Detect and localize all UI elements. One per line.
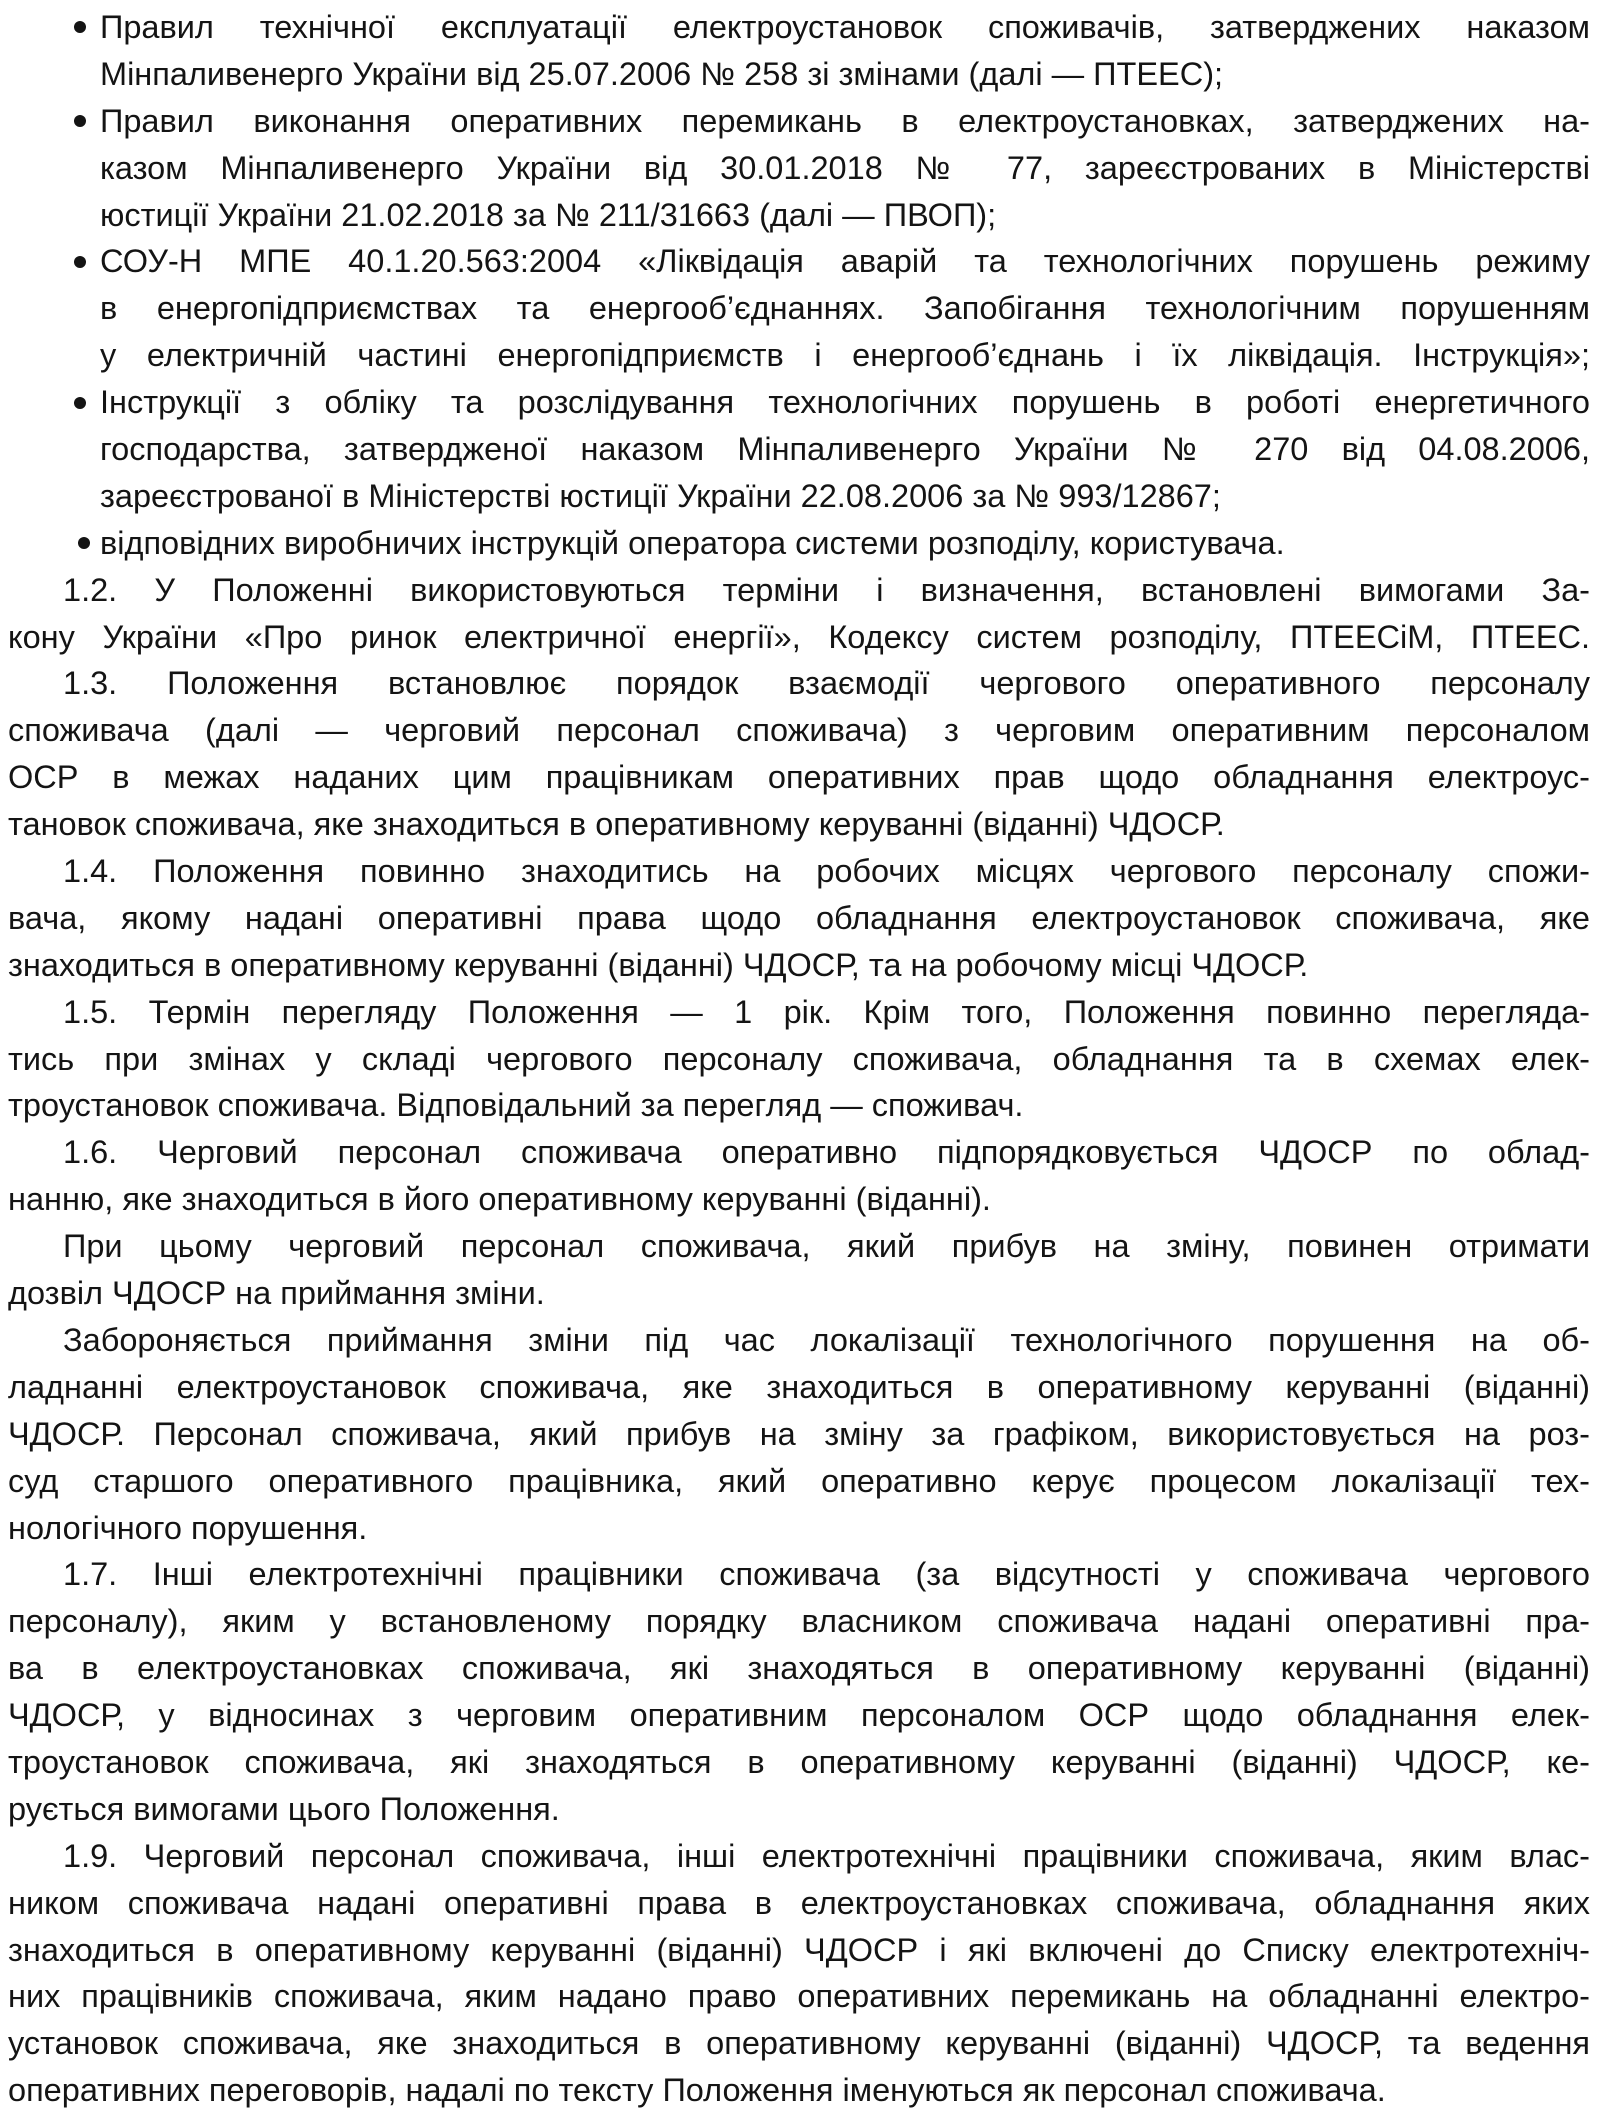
paragraph-line: ником споживача надані оперативні права в електроустановках споживача, обладнання яких (8, 1884, 1590, 1921)
paragraph-shift-prohibition (8, 1317, 1590, 1551)
paragraph-line: 1.4. Положення повинно знаходитись на робочих місцях чергового персоналу спожи- (63, 853, 1590, 890)
list-item-text: юстиції України 21.02.2018 за № 211/31663 (далі — ПВОП); (100, 196, 997, 233)
paragraph-line: установок споживача, яке знаходиться в оперативному керуванні (віданні) ЧДОСР, та ведення (8, 2025, 1590, 2062)
bullet-list (8, 4, 1590, 567)
list-item (8, 238, 1590, 379)
list-item-text: зареєстрованої в Міністерстві юстиції України 22.08.2006 за № 993/12867; (100, 477, 1221, 514)
paragraph-shift-acceptance (8, 1223, 1590, 1317)
bullet-icon (74, 520, 94, 567)
paragraph-line: 1.5. Термін перегляду Положення — 1 рік. Крім того, Положення повинно переглядa- (63, 993, 1590, 1030)
paragraph-line: вача, якому надані оперативні права щодо обладнання електроустановок споживача, яке (8, 899, 1590, 936)
paragraph-line: троустановок споживача. Відповідальний за перегляд — споживач. (8, 1087, 1024, 1124)
list-item-text: господарства, затвердженої наказом Мінпаливенерго України № 270 від 04.08.2006, (100, 431, 1590, 468)
list-item (8, 520, 1590, 567)
bullet-icon (74, 238, 94, 285)
paragraph-line: Забороняється приймання зміни під час локалізації технологічного порушення на об- (63, 1321, 1590, 1358)
bullet-icon (74, 4, 94, 51)
paragraph-line: знаходиться в оперативному керуванні (віданні) ЧДОСР, та на робочому місці ЧДОСР. (8, 946, 1309, 983)
paragraph-line: нологічного порушення. (8, 1509, 368, 1546)
paragraph-line: ОСР в межах наданих цим працівникам оперативних прав щодо обладнання електроус- (8, 759, 1590, 796)
paragraph-line: них працівників споживача, яким надано право оперативних перемикань на обладнанні електро- (8, 1978, 1590, 2015)
list-item-text: Інструкції з обліку та розслідування технологічних порушень в роботі енергетичного (100, 384, 1590, 421)
bullet-icon (74, 379, 94, 426)
paragraph-line: При цьому черговий персонал споживача, який прибув на зміну, повинен отримати (63, 1228, 1590, 1265)
list-item (8, 4, 1590, 98)
paragraph-1-6 (8, 1129, 1590, 1223)
paragraph-1-5 (8, 989, 1590, 1130)
paragraph-line: суд старшого оперативного працівника, який оперативно керує процесом локалізації тех- (8, 1462, 1590, 1499)
paragraph-line: троустановок споживача, які знаходяться в оперативному керуванні (віданні) ЧДОСР, ке- (8, 1743, 1590, 1780)
paragraph-line: 1.9. Черговий персонал споживача, інші електротехнічні працівники споживача, яким влас- (63, 1837, 1590, 1874)
list-item-text: Правил технічної експлуатації електроустановок споживачів, затверджених наказом (100, 9, 1590, 45)
paragraph-line: персоналу), яким у встановленому порядку власником споживача надані оперативні пра- (8, 1603, 1590, 1640)
paragraph-1-3 (8, 660, 1590, 848)
list-item-text: в енергопідприємствах та енергооб’єднаннях. Запобігання технологічним порушенням (100, 290, 1590, 327)
paragraph-line: тановок споживача, яке знаходиться в оперативному керуванні (віданні) ЧДОСР. (8, 806, 1225, 843)
paragraph-line: знаходиться в оперативному керуванні (віданні) ЧДОСР і які включені до Списку електротехніч- (8, 1931, 1590, 1968)
paragraph-line: дозвіл ЧДОСР на приймання зміни. (8, 1275, 545, 1312)
paragraph-1-4 (8, 848, 1590, 989)
paragraph-line: 1.7. Інші електротехнічні працівники споживача (за відсутності у споживача чергового (63, 1556, 1590, 1593)
list-item-text: СОУ-Н МПЕ 40.1.20.563:2004 «Ліквідація аварій та технологічних порушень режиму (100, 243, 1590, 280)
paragraph-line: 1.2. У Положенні використовуються терміни і визначення, встановлені вимогами За- (63, 571, 1590, 608)
paragraph-1-7 (8, 1551, 1590, 1832)
paragraph-line: нанню, яке знаходиться в його оперативному керуванні (віданні). (8, 1181, 991, 1218)
list-item (8, 98, 1590, 239)
paragraph-line: 1.3. Положення встановлює порядок взаємодії чергового оперативного персоналу (63, 665, 1590, 702)
list-item-text: відповідних виробничих інструкцій оператора системи розподілу, користувача. (100, 524, 1285, 561)
paragraph-line: ва в електроустановках споживача, які знаходяться в оперативному керуванні (віданні) (8, 1650, 1590, 1687)
paragraph-line: кону України «Про ринок електричної енергії», Кодексу систем розподілу, ПТЕЕСіМ, ПТЕЕС. (8, 618, 1590, 655)
paragraph-line: тись при змінах у складі чергового персоналу споживача, обладнання та в схемах елек- (8, 1040, 1590, 1077)
paragraph-line: ЧДОСР, у відносинах з черговим оперативним персоналом ОСР щодо обладнання елек- (8, 1697, 1590, 1734)
list-item-text: казом Мінпаливенерго України від 30.01.2018 № 77, зареєстрованих в Міністерстві (100, 149, 1590, 186)
list-item-text: у електричній частині енергопідприємств і енергооб’єднань і їх ліквідація. Інструкція»; (100, 337, 1590, 374)
paragraph-line: 1.6. Черговий персонал споживача оперативно підпорядковується ЧДОСР по облад- (63, 1134, 1590, 1171)
list-item-text: Правил виконання оперативних перемикань в електроустановках, затверджених на- (100, 102, 1590, 139)
paragraph-line: споживача (далі — черговий персонал споживача) з черговим оперативним персоналом (8, 712, 1590, 749)
paragraph-line: ладнанні електроустановок споживача, яке знаходиться в оперативному керуванні (віданні) (8, 1368, 1590, 1405)
list-item (8, 379, 1590, 520)
list-item-text: Мінпаливенерго України від 25.07.2006 № 258 зі змінами (далі — ПТЕЕС); (100, 55, 1224, 92)
paragraph-1-2 (8, 567, 1590, 661)
paragraph-line: оперативних переговорів, надалі по тексту Положення іменуються як персонал споживача. (8, 2072, 1386, 2109)
paragraph-line: ЧДОСР. Персонал споживача, який прибув на зміну за графіком, використовується на роз- (8, 1415, 1590, 1452)
paragraph-line: рується вимогами цього Положення. (8, 1790, 560, 1827)
bullet-icon (74, 98, 94, 145)
paragraph-1-9 (8, 1833, 1590, 2114)
